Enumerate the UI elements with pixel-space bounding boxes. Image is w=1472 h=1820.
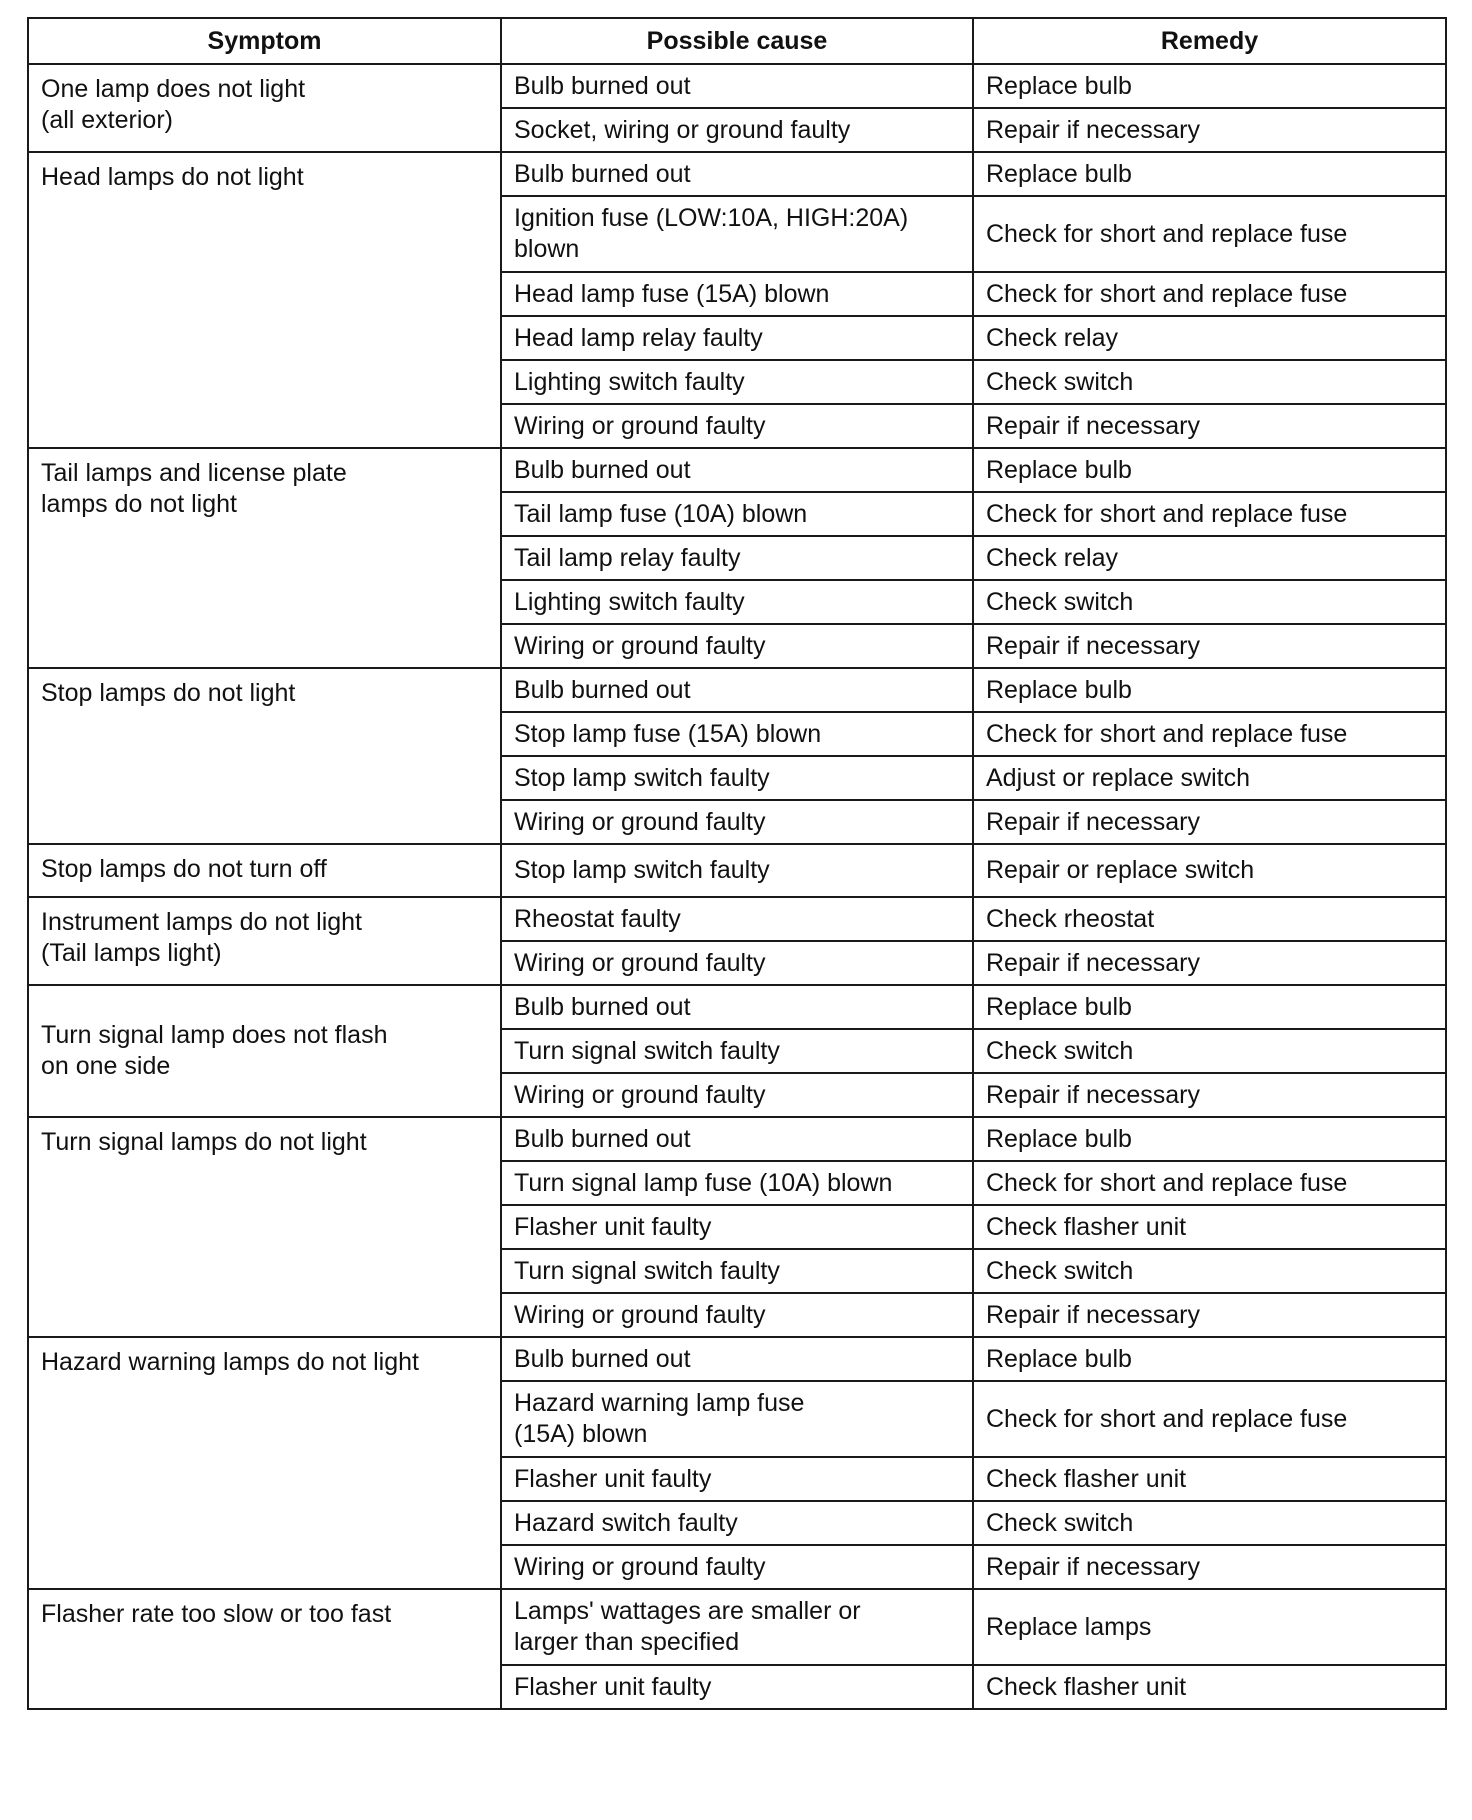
remedy-cell: Check for short and replace fuse (973, 1161, 1446, 1205)
remedy-cell: Repair or replace switch (973, 844, 1446, 897)
symptom-cell (28, 152, 501, 448)
table-row (28, 1589, 1446, 1665)
symptom-text: Instrument lamps do not light (41, 908, 362, 936)
remedy-cell: Check switch (973, 580, 1446, 624)
cause-cell (501, 756, 973, 800)
table-row (28, 1117, 1446, 1161)
cause-text: Turn signal switch faulty (514, 1256, 780, 1285)
cause-text: Bulb burned out (514, 455, 691, 484)
cause-text: Tail lamp relay faulty (514, 543, 741, 572)
cause-text: Bulb burned out (514, 675, 691, 704)
cause-cell (501, 360, 973, 404)
cause-text: Tail lamp fuse (10A) blown (514, 499, 808, 528)
remedy-cell: Repair if necessary (973, 1073, 1446, 1117)
remedy-cell: Replace bulb (973, 152, 1446, 196)
symptom-text: (all exterior) (41, 106, 173, 134)
cause-cell (501, 196, 973, 272)
symptom-text: Hazard warning lamps do not light (41, 1348, 419, 1376)
table-row (28, 897, 1446, 941)
remedy-cell: Replace bulb (973, 985, 1446, 1029)
symptom-text: Tail lamps and license plate (41, 459, 347, 487)
cause-cell (501, 668, 973, 712)
remedy-cell: Check flasher unit (973, 1205, 1446, 1249)
cause-cell (501, 152, 973, 196)
cause-cell (501, 1545, 973, 1589)
cause-text: Hazard switch faulty (514, 1508, 738, 1537)
cause-cell (501, 316, 973, 360)
cause-text: Wiring or ground faulty (514, 411, 766, 440)
symptom-cell (28, 668, 501, 844)
cause-text: Turn signal lamp fuse (10A) blown (514, 1168, 893, 1197)
cause-cell (501, 536, 973, 580)
cause-cell (501, 897, 973, 941)
cause-cell (501, 108, 973, 152)
cause-text: blown (514, 235, 580, 263)
symptom-cell (28, 1589, 501, 1709)
cause-cell (501, 1249, 973, 1293)
cause-cell (501, 1073, 973, 1117)
remedy-cell: Replace bulb (973, 1337, 1446, 1381)
cause-cell (501, 1205, 973, 1249)
remedy-cell: Check for short and replace fuse (973, 712, 1446, 756)
symptom-text: Turn signal lamp does not flash (41, 1021, 388, 1049)
symptom-cell (28, 448, 501, 668)
cause-cell (501, 64, 973, 108)
cause-text: Turn signal switch faulty (514, 1036, 780, 1065)
cause-text: Head lamp relay faulty (514, 323, 763, 352)
cause-text: Stop lamp switch faulty (514, 763, 770, 792)
cause-text: Bulb burned out (514, 1124, 691, 1153)
table-row (28, 64, 1446, 108)
table-row (28, 1337, 1446, 1381)
cause-text: Stop lamp fuse (15A) blown (514, 719, 822, 748)
cause-cell (501, 1029, 973, 1073)
cause-text: Bulb burned out (514, 71, 691, 100)
cause-cell (501, 624, 973, 668)
remedy-cell: Check switch (973, 1501, 1446, 1545)
symptom-cell (28, 985, 501, 1117)
symptom-text: on one side (41, 1052, 171, 1080)
cause-cell (501, 712, 973, 756)
cause-text: Socket, wiring or ground faulty (514, 115, 851, 144)
cause-text: Bulb burned out (514, 992, 691, 1021)
cause-cell (501, 404, 973, 448)
remedy-cell: Adjust or replace switch (973, 756, 1446, 800)
cause-cell (501, 1117, 973, 1161)
table-row (28, 448, 1446, 492)
remedy-cell: Replace bulb (973, 1117, 1446, 1161)
remedy-cell: Check switch (973, 360, 1446, 404)
table-row (28, 985, 1446, 1029)
cause-text: Wiring or ground faulty (514, 1300, 766, 1329)
cause-text: Wiring or ground faulty (514, 948, 766, 977)
table-body (28, 64, 1446, 1709)
cause-text: Wiring or ground faulty (514, 1080, 766, 1109)
cause-text: Bulb burned out (514, 159, 691, 188)
cause-text: Hazard warning lamp fuse (514, 1389, 805, 1417)
cause-cell (501, 1337, 973, 1381)
cause-cell (501, 1293, 973, 1337)
symptom-text: Flasher rate too slow or too fast (41, 1600, 392, 1628)
cause-text: Flasher unit faulty (514, 1212, 712, 1241)
cause-cell (501, 941, 973, 985)
remedy-cell: Repair if necessary (973, 108, 1446, 152)
cause-cell (501, 1665, 973, 1709)
remedy-cell: Replace bulb (973, 448, 1446, 492)
cause-text: larger than specified (514, 1628, 740, 1656)
remedy-cell: Check for short and replace fuse (973, 196, 1446, 272)
remedy-cell: Check relay (973, 536, 1446, 580)
symptom-text: Stop lamps do not light (41, 679, 296, 707)
cause-cell (501, 844, 973, 897)
remedy-cell: Check for short and replace fuse (973, 272, 1446, 316)
remedy-cell: Check relay (973, 316, 1446, 360)
symptom-text: Turn signal lamps do not light (41, 1128, 367, 1156)
cause-text: Wiring or ground faulty (514, 807, 766, 836)
symptom-text: lamps do not light (41, 490, 237, 518)
remedy-cell: Repair if necessary (973, 800, 1446, 844)
remedy-cell: Check flasher unit (973, 1457, 1446, 1501)
remedy-cell: Check switch (973, 1249, 1446, 1293)
remedy-cell: Repair if necessary (973, 941, 1446, 985)
remedy-cell: Replace bulb (973, 64, 1446, 108)
symptom-text: (Tail lamps light) (41, 939, 222, 967)
remedy-cell: Repair if necessary (973, 1293, 1446, 1337)
cause-cell (501, 800, 973, 844)
remedy-cell: Replace lamps (973, 1589, 1446, 1665)
possible-cause-header: Possible cause (501, 18, 973, 64)
cause-text: Ignition fuse (LOW:10A, HIGH:20A) (514, 204, 909, 232)
remedy-header: Remedy (973, 18, 1446, 64)
cause-cell (501, 1457, 973, 1501)
symptom-cell (28, 844, 501, 897)
symptom-cell (28, 1117, 501, 1337)
symptom-text: Head lamps do not light (41, 163, 304, 191)
remedy-cell: Repair if necessary (973, 1545, 1446, 1589)
cause-cell (501, 985, 973, 1029)
cause-cell (501, 580, 973, 624)
remedy-cell: Repair if necessary (973, 624, 1446, 668)
remedy-cell: Check switch (973, 1029, 1446, 1073)
cause-text: Wiring or ground faulty (514, 631, 766, 660)
cause-cell (501, 1381, 973, 1457)
symptom-text: One lamp does not light (41, 75, 306, 103)
cause-text: Lighting switch faulty (514, 587, 745, 616)
cause-text: Lamps' wattages are smaller or (514, 1597, 861, 1625)
cause-text: (15A) blown (514, 1420, 648, 1448)
remedy-cell: Replace bulb (973, 668, 1446, 712)
symptom-cell (28, 897, 501, 985)
remedy-cell: Check for short and replace fuse (973, 1381, 1446, 1457)
remedy-cell: Check for short and replace fuse (973, 492, 1446, 536)
cause-text: Flasher unit faulty (514, 1464, 712, 1493)
cause-text: Lighting switch faulty (514, 367, 745, 396)
symptom-cell (28, 1337, 501, 1589)
table-row (28, 152, 1446, 196)
remedy-cell: Check flasher unit (973, 1665, 1446, 1709)
symptom-cell (28, 64, 501, 152)
cause-cell (501, 272, 973, 316)
cause-cell (501, 1501, 973, 1545)
cause-text: Bulb burned out (514, 1344, 691, 1373)
cause-text: Wiring or ground faulty (514, 1552, 766, 1581)
cause-cell (501, 448, 973, 492)
cause-text: Head lamp fuse (15A) blown (514, 279, 830, 308)
table-row (28, 668, 1446, 712)
table-row (28, 844, 1446, 897)
cause-cell (501, 1161, 973, 1205)
cause-text: Rheostat faulty (514, 904, 681, 933)
remedy-cell: Repair if necessary (973, 404, 1446, 448)
remedy-cell: Check rheostat (973, 897, 1446, 941)
cause-cell (501, 492, 973, 536)
symptom-text: Stop lamps do not turn off (41, 855, 327, 883)
symptom-header: Symptom (28, 18, 501, 64)
troubleshooting-table (27, 17, 1447, 1710)
header-row (28, 18, 1446, 64)
cause-text: Stop lamp switch faulty (514, 856, 770, 884)
cause-text: Flasher unit faulty (514, 1672, 712, 1701)
cause-cell (501, 1589, 973, 1665)
